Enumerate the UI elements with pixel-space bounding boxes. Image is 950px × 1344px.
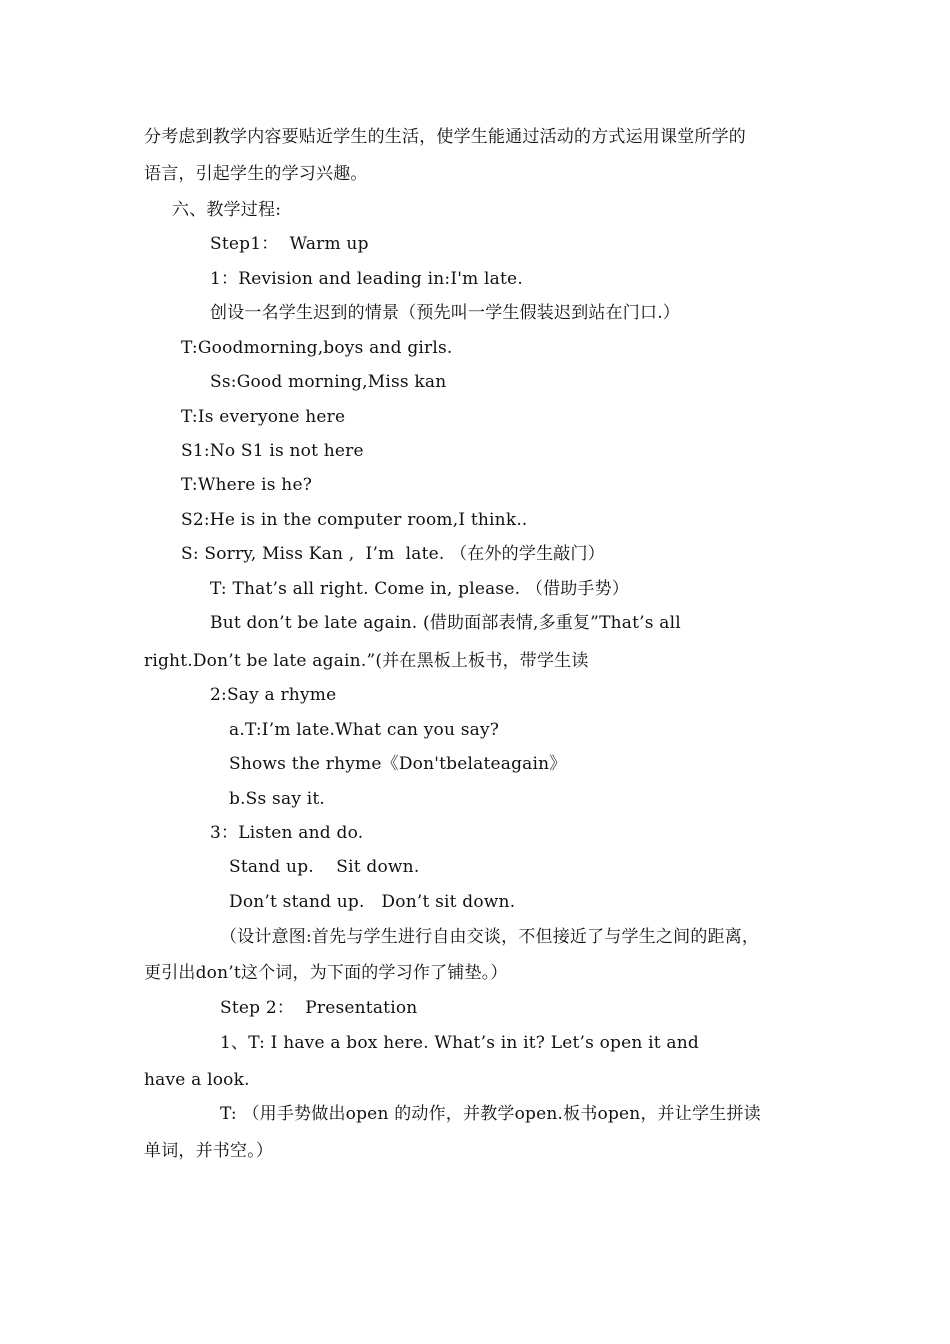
text-line-29: T: （用手势做出open 的动作，并教学open.板书open，并让学生拼读 (220, 1104, 761, 1124)
dialogue-line-16: right.Don’t be late again.”(并在黑板上板书，带学生读 (144, 651, 589, 671)
text-line-19: Shows the rhyme《Don'tbelateagain》 (229, 754, 567, 774)
dialogue-line-13: S: Sorry, Miss Kan , I’m late. （在外的学生敲门） (181, 544, 605, 564)
text-line-17: 2:Say a rhyme (210, 685, 337, 705)
text-line-22: Stand up. Sit down. (229, 857, 420, 877)
step1-heading: Step1： Warm up (210, 234, 369, 254)
text-line-23: Don’t stand up. Don’t sit down. (229, 892, 516, 912)
dialogue-line-11: T:Where is he? (181, 475, 313, 495)
text-line-28: have a look. (144, 1070, 250, 1090)
step2-heading: Step 2： Presentation (220, 998, 418, 1018)
dialogue-line-14: T: That’s all right. Come in, please. （借助手势） (210, 579, 630, 599)
text-line-20: b.Ss say it. (229, 789, 325, 809)
dialogue-line-8: Ss:Good morning,Miss kan (210, 372, 447, 392)
dialogue-line-15: But don’t be late again. (借助面部表情,多重复”That’s all (210, 613, 681, 633)
design-intent-line-24: （设计意图:首先与学生进行自由交谈，不但接近了与学生之间的距离， (220, 927, 760, 947)
section-heading-teaching-process: 六、教学过程: (172, 200, 282, 220)
dialogue-line-7: T:Goodmorning,boys and girls. (181, 338, 453, 358)
text-line-5: 1：Revision and leading in:I'm late. (210, 269, 523, 289)
dialogue-line-12: S2:He is in the computer room,I think.. (181, 510, 528, 530)
design-intent-line-25: 更引出don’t这个词，为下面的学习作了铺垫。） (144, 963, 508, 983)
dialogue-line-10: S1:No S1 is not here (181, 441, 364, 461)
text-line-27: 1、T: I have a box here. What’s in it? Let’s open it and (220, 1033, 699, 1053)
text-line-2: 语言，引起学生的学习兴趣。 (144, 164, 368, 184)
text-line-21: 3：Listen and do. (210, 823, 364, 843)
dialogue-line-9: T:Is everyone here (181, 407, 346, 427)
text-line-6: 创设一名学生迟到的情景（预先叫一学生假装迟到站在门口.） (210, 303, 681, 323)
text-line-30: 单词，并书空。） (144, 1141, 274, 1161)
text-line-1: 分考虑到教学内容要贴近学生的生活，使学生能通过活动的方式运用课堂所学的 (144, 127, 746, 147)
text-line-18: a.T:I’m late.What can you say? (229, 720, 500, 740)
